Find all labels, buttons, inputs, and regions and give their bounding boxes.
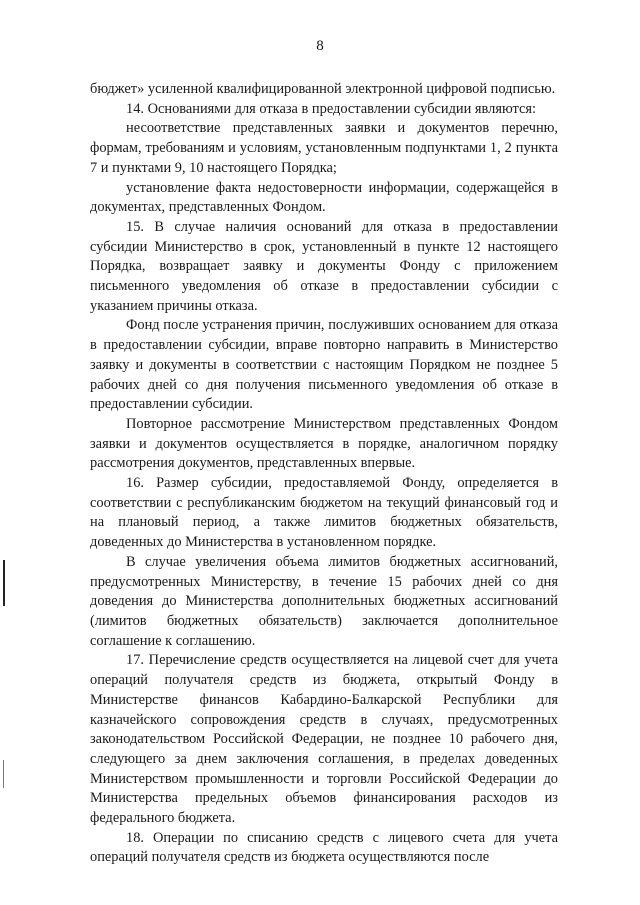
document-body <box>90 80 558 868</box>
paragraph-17: 17. Перечисление средств осуществляется на лицевой счет для учета операций получателя средств из бюджета, открытый Фонду в Министерстве финансов Кабардино-Балкарской Республики для казначейского сопровождения средств в случаях, предусмотренных законодательством Российской Федерации, не позднее 10 рабочего дня, следующего за днем заключения соглашения, в пределах доведенных Министерством промышленности и торговли Российской Федерации до Министерства предельных объемов финансирования расходов из федерального бюджета. <box>90 652 558 827</box>
paragraph-15: 15. В случае наличия оснований для отказа в предоставлении субсидии Министерство в срок, установленный в пункте 12 настоящего Порядка, возвращает заявку и документы Фонду с приложением письменного уведомления об отказе в предоставлении субсидии с указанием причины отказа. <box>90 218 558 314</box>
scan-edge-mark <box>3 560 5 606</box>
paragraph-14-item-2: установление факта недостоверности информации, содержащейся в документах, представленных Фондом. <box>90 179 558 216</box>
paragraph-14-item-1: несоответствие представленных заявки и документов перечню, формам, требованиям и условиям, установленным подпунктами 1, 2 пункта 7 и пунктами 9, 10 настоящего Порядка; <box>90 120 558 176</box>
paragraph-18: 18. Операции по списанию средств с лицевого счета для учета операций получателя средств из бюджета осуществляются после <box>90 829 558 866</box>
paragraph-15-review: Повторное рассмотрение Министерством представленных Фондом заявки и документов осуществляется в порядке, аналогичном порядку рассмотрения документов, представленных впервые. <box>90 415 558 472</box>
paragraph-16-increase: В случае увеличения объема лимитов бюджетных ассигнований, предусмотренных Министерству, в течение 15 рабочих дней со дня доведения до Министерства дополнительных бюджетных ассигнований (лимитов бюджетных обязательств) заключается дополнительное соглашение к соглашению. <box>90 553 558 649</box>
paragraph-signature-continuation: бюджет» усиленной квалифицированной электронной цифровой подписью. <box>90 81 556 97</box>
scan-edge-mark <box>3 760 4 788</box>
paragraph-16: 16. Размер субсидии, предоставляемой Фонду, определяется в соответствии с республиканским бюджетом на текущий финансовый год и на плановый период, а также лимитов бюджетных обязательств, доведенных до Министерства в установленном порядке. <box>90 475 558 551</box>
page-number: 8 <box>316 38 324 54</box>
paragraph-15-resubmission: Фонд после устранения причин, послуживших основанием для отказа в предоставлении субсидии, вправе повторно направить в Министерство заявку и документы в соответствии с настоящим Порядком не позднее 5 рабочих дней со дня получения письменного уведомления об отказе в предоставлении субсидии. <box>90 317 558 413</box>
paragraph-14-heading: 14. Основаниями для отказа в предоставлении субсидии являются: <box>126 100 536 117</box>
